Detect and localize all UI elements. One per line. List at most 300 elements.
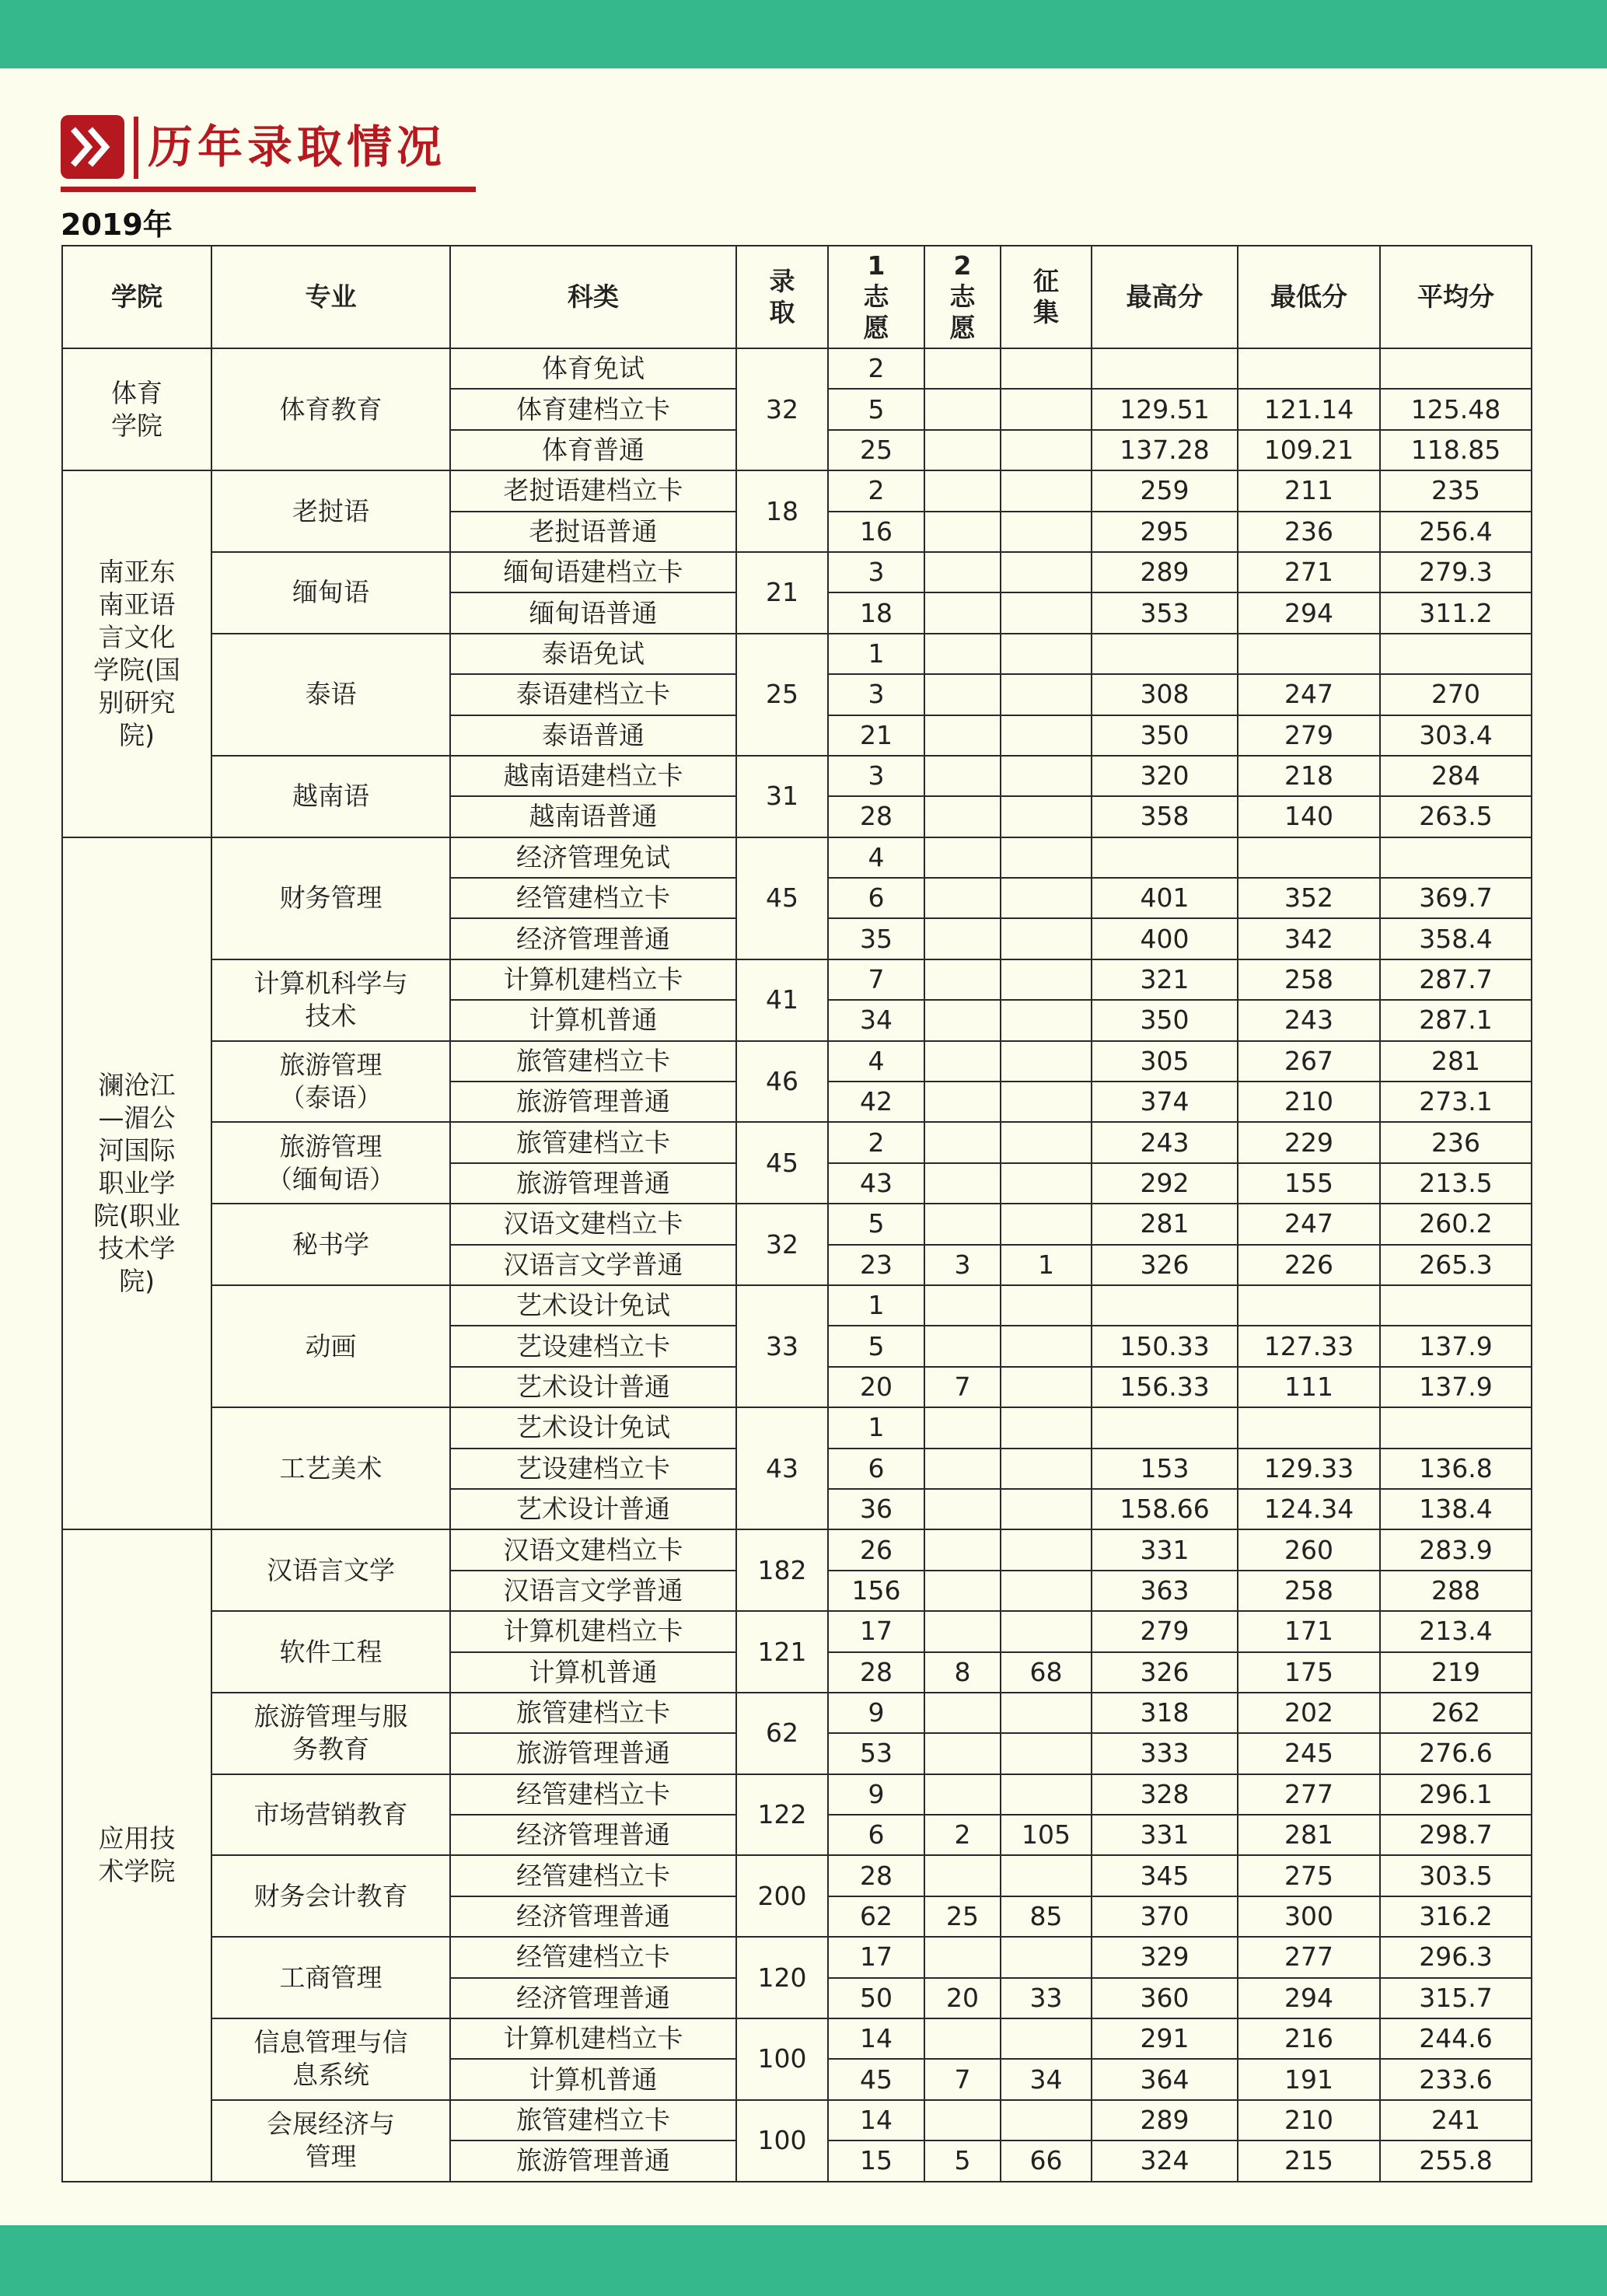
choice1-cell: 35 [828, 918, 924, 959]
avg-score-cell: 287.1 [1380, 1000, 1532, 1040]
choice2-cell [924, 1041, 1001, 1082]
choice1-cell: 7 [828, 959, 924, 1000]
min-score-cell: 171 [1238, 1611, 1380, 1651]
min-score-cell: 236 [1238, 512, 1380, 552]
max-score-cell: 289 [1092, 552, 1238, 592]
avg-score-cell: 311.2 [1380, 592, 1532, 633]
avg-score-cell: 236 [1380, 1122, 1532, 1162]
max-score-cell: 326 [1092, 1652, 1238, 1693]
min-score-cell: 127.33 [1238, 1326, 1380, 1366]
solicit-cell [1001, 389, 1092, 429]
solicit-cell [1001, 1326, 1092, 1366]
choice1-cell: 2 [828, 1122, 924, 1162]
avg-score-cell: 219 [1380, 1652, 1532, 1693]
header-choice-2: 2 志 愿 [924, 246, 1001, 348]
choice2-cell: 2 [924, 1815, 1001, 1855]
min-score-cell: 111 [1238, 1367, 1380, 1407]
solicit-cell: 85 [1001, 1896, 1092, 1937]
solicit-cell [1001, 2018, 1092, 2059]
max-score-cell: 156.33 [1092, 1367, 1238, 1407]
solicit-cell [1001, 1285, 1092, 1326]
max-score-cell [1092, 634, 1238, 674]
choice2-cell [924, 2018, 1001, 2059]
max-score-cell: 259 [1092, 470, 1238, 511]
min-score-cell: 271 [1238, 552, 1380, 592]
solicit-cell [1001, 1449, 1092, 1489]
avg-score-cell: 296.1 [1380, 1774, 1532, 1815]
avg-score-cell: 136.8 [1380, 1449, 1532, 1489]
solicit-cell: 33 [1001, 1978, 1092, 2018]
major-cell: 汉语言文学 [211, 1529, 450, 1611]
admitted-cell: 18 [736, 470, 828, 552]
top-banner [0, 0, 1607, 68]
choice1-cell: 15 [828, 2140, 924, 2181]
choice1-cell: 3 [828, 552, 924, 592]
solicit-cell [1001, 674, 1092, 715]
choice2-cell [924, 1407, 1001, 1448]
header-college: 学院 [62, 246, 211, 348]
major-cell: 计算机科学与 技术 [211, 959, 450, 1041]
choice2-cell [924, 1937, 1001, 1977]
max-score-cell: 363 [1092, 1571, 1238, 1611]
avg-score-cell: 270 [1380, 674, 1532, 715]
category-cell: 艺术设计免试 [450, 1407, 736, 1448]
choice1-cell: 25 [828, 430, 924, 470]
min-score-cell: 279 [1238, 715, 1380, 756]
max-score-cell: 295 [1092, 512, 1238, 552]
avg-score-cell: 260.2 [1380, 1204, 1532, 1244]
min-score-cell: 124.34 [1238, 1489, 1380, 1529]
college-cell: 南亚东 南亚语 言文化 学院(国 别研究 院) [62, 470, 211, 837]
max-score-cell [1092, 1285, 1238, 1326]
avg-score-cell: 233.6 [1380, 2059, 1532, 2099]
solicit-cell [1001, 552, 1092, 592]
choice2-cell [924, 1611, 1001, 1651]
min-score-cell [1238, 348, 1380, 389]
min-score-cell: 175 [1238, 1652, 1380, 1693]
avg-score-cell: 118.85 [1380, 430, 1532, 470]
table-row [62, 634, 1532, 674]
category-cell: 体育建档立卡 [450, 389, 736, 429]
avg-score-cell: 276.6 [1380, 1733, 1532, 1774]
choice2-cell [924, 1733, 1001, 1774]
max-score-cell: 358 [1092, 796, 1238, 837]
table-row [62, 1611, 1532, 1651]
header-avg-score: 平均分 [1380, 246, 1532, 348]
choice2-cell [924, 552, 1001, 592]
category-cell: 泰语建档立卡 [450, 674, 736, 715]
major-cell: 信息管理与信 息系统 [211, 2018, 450, 2100]
max-score-cell: 289 [1092, 2100, 1238, 2140]
avg-score-cell: 244.6 [1380, 2018, 1532, 2059]
category-cell: 汉语言文学普通 [450, 1571, 736, 1611]
choice2-cell: 7 [924, 2059, 1001, 2099]
table-row [62, 1122, 1532, 1162]
category-cell: 经管建档立卡 [450, 1937, 736, 1977]
max-score-cell: 281 [1092, 1204, 1238, 1244]
double-chevron-right-icon [61, 115, 124, 179]
min-score-cell [1238, 1407, 1380, 1448]
table-row [62, 1529, 1532, 1570]
category-cell: 经济管理普通 [450, 1978, 736, 2018]
solicit-cell [1001, 1774, 1092, 1815]
table-row [62, 552, 1532, 592]
college-cell: 应用技 术学院 [62, 1529, 211, 2181]
choice2-cell [924, 756, 1001, 796]
choice2-cell [924, 389, 1001, 429]
min-score-cell: 210 [1238, 2100, 1380, 2140]
choice2-cell [924, 878, 1001, 918]
min-score-cell: 121.14 [1238, 389, 1380, 429]
major-cell: 市场营销教育 [211, 1774, 450, 1856]
max-score-cell: 350 [1092, 715, 1238, 756]
min-score-cell: 281 [1238, 1815, 1380, 1855]
category-cell: 计算机建档立卡 [450, 2018, 736, 2059]
category-cell: 汉语言文学普通 [450, 1245, 736, 1285]
min-score-cell: 294 [1238, 1978, 1380, 2018]
major-cell: 财务管理 [211, 837, 450, 959]
admitted-cell: 43 [736, 1407, 828, 1529]
admitted-cell: 121 [736, 1611, 828, 1693]
avg-score-cell: 137.9 [1380, 1326, 1532, 1366]
choice1-cell: 34 [828, 1000, 924, 1040]
category-cell: 体育免试 [450, 348, 736, 389]
choice1-cell: 45 [828, 2059, 924, 2099]
solicit-cell [1001, 592, 1092, 633]
table-row [62, 837, 1532, 878]
min-score-cell: 243 [1238, 1000, 1380, 1040]
category-cell: 旅游管理普通 [450, 1733, 736, 1774]
solicit-cell [1001, 1733, 1092, 1774]
solicit-cell: 1 [1001, 1245, 1092, 1285]
max-score-cell: 318 [1092, 1693, 1238, 1733]
header-min-score: 最低分 [1238, 246, 1380, 348]
solicit-cell: 34 [1001, 2059, 1092, 2099]
solicit-cell [1001, 837, 1092, 878]
category-cell: 越南语普通 [450, 796, 736, 837]
choice1-cell: 28 [828, 1855, 924, 1896]
title-underline [61, 187, 476, 192]
choice1-cell: 6 [828, 1815, 924, 1855]
table-row [62, 2100, 1532, 2140]
category-cell: 缅甸语建档立卡 [450, 552, 736, 592]
choice2-cell: 25 [924, 1896, 1001, 1937]
min-score-cell: 129.33 [1238, 1449, 1380, 1489]
choice1-cell: 5 [828, 1326, 924, 1366]
admitted-cell: 32 [736, 348, 828, 470]
major-cell: 工商管理 [211, 1937, 450, 2018]
choice1-cell: 14 [828, 2018, 924, 2059]
solicit-cell [1001, 1041, 1092, 1082]
choice1-cell: 14 [828, 2100, 924, 2140]
choice2-cell [924, 715, 1001, 756]
solicit-cell: 68 [1001, 1652, 1092, 1693]
major-cell: 老挝语 [211, 470, 450, 552]
max-score-cell: 374 [1092, 1082, 1238, 1122]
choice2-cell [924, 512, 1001, 552]
category-cell: 旅管建档立卡 [450, 1122, 736, 1162]
avg-score-cell: 284 [1380, 756, 1532, 796]
choice1-cell: 36 [828, 1489, 924, 1529]
choice2-cell [924, 348, 1001, 389]
max-score-cell: 137.28 [1092, 430, 1238, 470]
avg-score-cell [1380, 634, 1532, 674]
solicit-cell [1001, 1855, 1092, 1896]
min-score-cell: 211 [1238, 470, 1380, 511]
min-score-cell: 247 [1238, 674, 1380, 715]
choice2-cell [924, 959, 1001, 1000]
min-score-cell: 216 [1238, 2018, 1380, 2059]
avg-score-cell: 315.7 [1380, 1978, 1532, 2018]
year-label: 2019年 [61, 208, 173, 242]
admitted-cell: 31 [736, 756, 828, 837]
min-score-cell: 155 [1238, 1163, 1380, 1204]
solicit-cell [1001, 430, 1092, 470]
category-cell: 汉语文建档立卡 [450, 1529, 736, 1570]
choice2-cell: 3 [924, 1245, 1001, 1285]
table-row [62, 1285, 1532, 1326]
max-score-cell: 150.33 [1092, 1326, 1238, 1366]
category-cell: 艺术设计普通 [450, 1489, 736, 1529]
admitted-cell: 200 [736, 1855, 828, 1937]
avg-score-cell: 281 [1380, 1041, 1532, 1082]
table-row [62, 1774, 1532, 1815]
min-score-cell: 229 [1238, 1122, 1380, 1162]
major-cell: 旅游管理 （缅甸语） [211, 1122, 450, 1204]
avg-score-cell: 283.9 [1380, 1529, 1532, 1570]
category-cell: 泰语普通 [450, 715, 736, 756]
max-score-cell: 345 [1092, 1855, 1238, 1896]
college-cell: 体育 学院 [62, 348, 211, 470]
min-score-cell: 245 [1238, 1733, 1380, 1774]
category-cell: 经济管理普通 [450, 1815, 736, 1855]
avg-score-cell: 358.4 [1380, 918, 1532, 959]
major-cell: 越南语 [211, 756, 450, 837]
category-cell: 艺设建档立卡 [450, 1326, 736, 1366]
category-cell: 计算机普通 [450, 1000, 736, 1040]
choice1-cell: 6 [828, 1449, 924, 1489]
max-score-cell: 329 [1092, 1937, 1238, 1977]
choice2-cell: 7 [924, 1367, 1001, 1407]
min-score-cell: 191 [1238, 2059, 1380, 2099]
choice2-cell: 20 [924, 1978, 1001, 2018]
min-score-cell: 352 [1238, 878, 1380, 918]
admitted-cell: 182 [736, 1529, 828, 1611]
choice2-cell [924, 1326, 1001, 1366]
header-separator [134, 117, 138, 179]
choice1-cell: 1 [828, 1285, 924, 1326]
choice2-cell [924, 1000, 1001, 1040]
choice2-cell [924, 1082, 1001, 1122]
category-cell: 经济管理普通 [450, 918, 736, 959]
solicit-cell [1001, 1407, 1092, 1448]
choice1-cell: 9 [828, 1693, 924, 1733]
admission-table [61, 245, 1532, 2182]
min-score-cell [1238, 837, 1380, 878]
choice2-cell [924, 796, 1001, 837]
admitted-cell: 25 [736, 634, 828, 756]
solicit-cell [1001, 756, 1092, 796]
min-score-cell: 215 [1238, 2140, 1380, 2181]
avg-score-cell: 296.3 [1380, 1937, 1532, 1977]
avg-score-cell [1380, 1407, 1532, 1448]
choice2-cell [924, 1529, 1001, 1570]
min-score-cell: 226 [1238, 1245, 1380, 1285]
choice1-cell: 17 [828, 1611, 924, 1651]
avg-score-cell: 263.5 [1380, 796, 1532, 837]
max-score-cell: 305 [1092, 1041, 1238, 1082]
max-score-cell: 320 [1092, 756, 1238, 796]
choice2-cell [924, 918, 1001, 959]
max-score-cell: 129.51 [1092, 389, 1238, 429]
avg-score-cell: 256.4 [1380, 512, 1532, 552]
max-score-cell: 331 [1092, 1815, 1238, 1855]
choice1-cell: 26 [828, 1529, 924, 1570]
solicit-cell [1001, 878, 1092, 918]
table-body [62, 348, 1532, 2182]
major-cell: 工艺美术 [211, 1407, 450, 1529]
major-cell: 泰语 [211, 634, 450, 756]
min-score-cell: 258 [1238, 959, 1380, 1000]
choice2-cell [924, 634, 1001, 674]
avg-score-cell: 125.48 [1380, 389, 1532, 429]
avg-score-cell: 138.4 [1380, 1489, 1532, 1529]
solicit-cell [1001, 348, 1092, 389]
admitted-cell: 45 [736, 837, 828, 959]
admitted-cell: 45 [736, 1122, 828, 1204]
table-row [62, 1041, 1532, 1082]
avg-score-cell: 273.1 [1380, 1082, 1532, 1122]
choice1-cell: 3 [828, 674, 924, 715]
table-header-row [62, 246, 1532, 348]
table-row [62, 2018, 1532, 2059]
min-score-cell: 277 [1238, 1774, 1380, 1815]
major-cell: 秘书学 [211, 1204, 450, 1285]
table-row [62, 470, 1532, 511]
solicit-cell [1001, 1122, 1092, 1162]
category-cell: 艺术设计普通 [450, 1367, 736, 1407]
solicit-cell [1001, 1082, 1092, 1122]
max-score-cell: 360 [1092, 1978, 1238, 2018]
table-row [62, 756, 1532, 796]
choice2-cell [924, 837, 1001, 878]
admitted-cell: 32 [736, 1204, 828, 1285]
admitted-cell: 33 [736, 1285, 828, 1407]
max-score-cell [1092, 1407, 1238, 1448]
admitted-cell: 21 [736, 552, 828, 634]
category-cell: 缅甸语普通 [450, 592, 736, 633]
major-cell: 缅甸语 [211, 552, 450, 634]
category-cell: 体育普通 [450, 430, 736, 470]
min-score-cell: 294 [1238, 592, 1380, 633]
avg-score-cell: 303.4 [1380, 715, 1532, 756]
solicit-cell [1001, 634, 1092, 674]
solicit-cell [1001, 1367, 1092, 1407]
choice2-cell: 8 [924, 1652, 1001, 1693]
choice1-cell: 28 [828, 796, 924, 837]
solicit-cell: 66 [1001, 2140, 1092, 2181]
max-score-cell: 291 [1092, 2018, 1238, 2059]
choice1-cell: 4 [828, 1041, 924, 1082]
major-cell: 旅游管理与服 务教育 [211, 1693, 450, 1774]
choice2-cell: 5 [924, 2140, 1001, 2181]
admitted-cell: 122 [736, 1774, 828, 1856]
max-score-cell: 328 [1092, 1774, 1238, 1815]
max-score-cell: 324 [1092, 2140, 1238, 2181]
category-cell: 计算机建档立卡 [450, 959, 736, 1000]
min-score-cell: 109.21 [1238, 430, 1380, 470]
solicit-cell [1001, 512, 1092, 552]
solicit-cell: 105 [1001, 1815, 1092, 1855]
min-score-cell: 202 [1238, 1693, 1380, 1733]
header-choice-1: 1 志 愿 [828, 246, 924, 348]
choice1-cell: 17 [828, 1937, 924, 1977]
max-score-cell: 400 [1092, 918, 1238, 959]
table-row [62, 1937, 1532, 1977]
category-cell: 旅管建档立卡 [450, 1693, 736, 1733]
solicit-cell [1001, 1571, 1092, 1611]
min-score-cell: 258 [1238, 1571, 1380, 1611]
solicit-cell [1001, 1937, 1092, 1977]
choice2-cell [924, 2100, 1001, 2140]
avg-score-cell: 298.7 [1380, 1815, 1532, 1855]
choice1-cell: 23 [828, 1245, 924, 1285]
category-cell: 汉语文建档立卡 [450, 1204, 736, 1244]
choice1-cell: 3 [828, 756, 924, 796]
choice2-cell [924, 1571, 1001, 1611]
choice1-cell: 42 [828, 1082, 924, 1122]
header-major: 专业 [211, 246, 450, 348]
choice1-cell: 4 [828, 837, 924, 878]
choice2-cell [924, 1489, 1001, 1529]
choice2-cell [924, 592, 1001, 633]
solicit-cell [1001, 1163, 1092, 1204]
major-cell: 会展经济与 管理 [211, 2100, 450, 2182]
solicit-cell [1001, 1204, 1092, 1244]
max-score-cell: 158.66 [1092, 1489, 1238, 1529]
choice1-cell: 43 [828, 1163, 924, 1204]
max-score-cell: 353 [1092, 592, 1238, 633]
category-cell: 老挝语建档立卡 [450, 470, 736, 511]
category-cell: 经管建档立卡 [450, 1855, 736, 1896]
solicit-cell [1001, 1611, 1092, 1651]
choice2-cell [924, 1204, 1001, 1244]
choice2-cell [924, 674, 1001, 715]
avg-score-cell: 241 [1380, 2100, 1532, 2140]
choice1-cell: 156 [828, 1571, 924, 1611]
table-row [62, 348, 1532, 389]
table-row [62, 1204, 1532, 1244]
avg-score-cell: 369.7 [1380, 878, 1532, 918]
max-score-cell: 243 [1092, 1122, 1238, 1162]
category-cell: 经管建档立卡 [450, 1774, 736, 1815]
solicit-cell [1001, 470, 1092, 511]
category-cell: 越南语建档立卡 [450, 756, 736, 796]
avg-score-cell: 262 [1380, 1693, 1532, 1733]
category-cell: 泰语免试 [450, 634, 736, 674]
choice2-cell [924, 1163, 1001, 1204]
min-score-cell: 300 [1238, 1896, 1380, 1937]
avg-score-cell: 265.3 [1380, 1245, 1532, 1285]
min-score-cell: 210 [1238, 1082, 1380, 1122]
max-score-cell: 331 [1092, 1529, 1238, 1570]
max-score-cell: 370 [1092, 1896, 1238, 1937]
header-max-score: 最高分 [1092, 246, 1238, 348]
solicit-cell [1001, 2100, 1092, 2140]
category-cell: 计算机建档立卡 [450, 1611, 736, 1651]
college-cell: 澜沧江 —湄公 河国际 职业学 院(职业 技术学 院) [62, 837, 211, 1530]
major-cell: 动画 [211, 1285, 450, 1407]
